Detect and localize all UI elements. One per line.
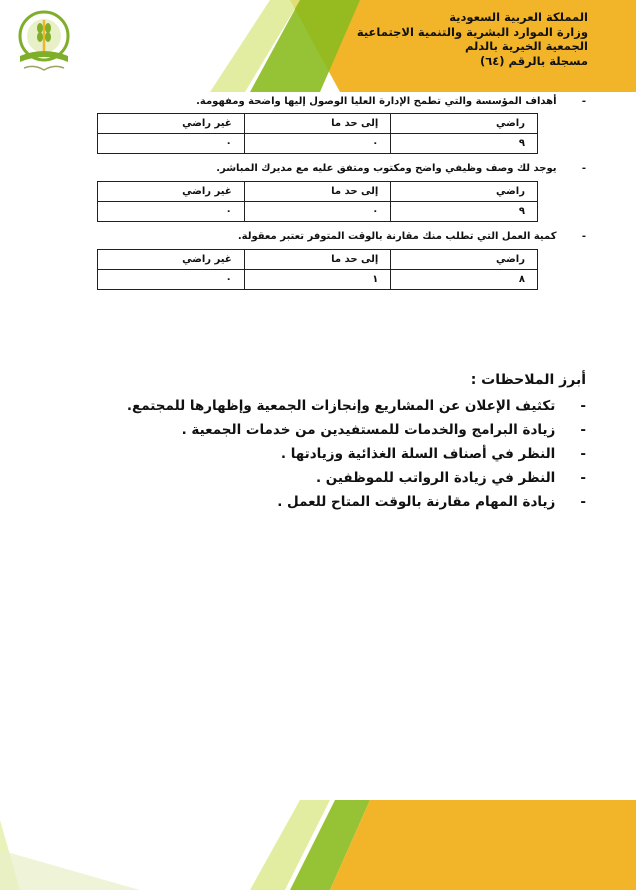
table-header-row	[98, 114, 538, 134]
value-unsatisfied: ٠	[98, 202, 245, 222]
footer-decoration	[0, 800, 636, 890]
country-name: المملكة العربية السعودية	[449, 10, 588, 24]
value-somewhat: ٠	[244, 134, 391, 154]
note-text: زيادة البرامج والخدمات للمستفيدين من خدمات الجمعية .	[181, 422, 556, 438]
value-somewhat: ١	[244, 270, 391, 290]
survey-table-1	[97, 113, 538, 154]
value-satisfied: ٩	[391, 202, 538, 222]
header-somewhat: إلى حد ما	[244, 114, 391, 134]
value-satisfied: ٨	[391, 270, 538, 290]
note-text: النظر في زيادة الرواتب للموظفين .	[315, 470, 556, 486]
ministry-name: وزارة الموارد البشرية والتنمية الاجتماعية	[356, 24, 588, 39]
value-somewhat: ٠	[244, 202, 391, 222]
header-unsatisfied: غير راضي	[98, 114, 245, 134]
bullet-dash: -	[581, 96, 586, 107]
bullet-dash: -	[580, 422, 586, 438]
header-somewhat: إلى حد ما	[244, 182, 391, 202]
registration-number: مسجلة بالرقم (٦٤)	[479, 53, 588, 68]
note-item	[127, 490, 586, 514]
note-text: النظر في أصناف السلة الغذائية وزيادتها .	[280, 446, 556, 462]
note-item	[127, 418, 586, 442]
note-item	[127, 466, 586, 490]
association-name: الجمعية الخيرية بالدلم	[464, 39, 588, 53]
question-text: يوجد لك وصف وظيفي واضح ومكتوب ومتفق عليه مع مديرك المباشر.	[216, 163, 557, 174]
table-value-row	[98, 202, 538, 222]
notes-title: أبرز الملاحظات :	[470, 372, 586, 388]
question-text: كمية العمل التي تطلب منك مقارنة بالوقت المتوفر تعتبر معقولة.	[237, 231, 557, 242]
note-item	[127, 394, 586, 418]
value-unsatisfied: ٠	[98, 270, 245, 290]
bullet-dash: -	[581, 163, 586, 174]
bullet-dash: -	[580, 470, 586, 486]
value-satisfied: ٩	[391, 134, 538, 154]
survey-table-2	[97, 181, 538, 222]
table-header-row	[98, 250, 538, 270]
header-satisfied: راضي	[391, 250, 538, 270]
question-text: أهداف المؤسسة والتي تطمح الإدارة العليا الوصول إليها واضحة ومفهومة.	[196, 96, 557, 107]
note-text: زيادة المهام مقارنة بالوقت المتاح للعمل .	[277, 494, 556, 510]
table-value-row	[98, 134, 538, 154]
question-3	[238, 231, 586, 242]
organization-logo	[14, 6, 74, 80]
note-text: تكثيف الإعلان عن المشاريع وإنجازات الجمعية وإظهارها للمجتمع.	[126, 398, 556, 414]
header-unsatisfied: غير راضي	[98, 182, 245, 202]
header-somewhat: إلى حد ما	[244, 250, 391, 270]
question-1	[196, 96, 586, 107]
header-unsatisfied: غير راضي	[98, 250, 245, 270]
organization-header	[357, 10, 588, 68]
value-unsatisfied: ٠	[98, 134, 245, 154]
bullet-dash: -	[581, 231, 586, 242]
header-satisfied: راضي	[391, 114, 538, 134]
table-value-row	[98, 270, 538, 290]
notes-list	[127, 394, 586, 514]
survey-table-3	[97, 249, 538, 290]
bullet-dash: -	[580, 446, 586, 462]
bullet-dash: -	[580, 398, 586, 414]
note-item	[127, 442, 586, 466]
table-header-row	[98, 182, 538, 202]
question-2	[216, 163, 586, 174]
header-satisfied: راضي	[391, 182, 538, 202]
bullet-dash: -	[580, 494, 586, 510]
